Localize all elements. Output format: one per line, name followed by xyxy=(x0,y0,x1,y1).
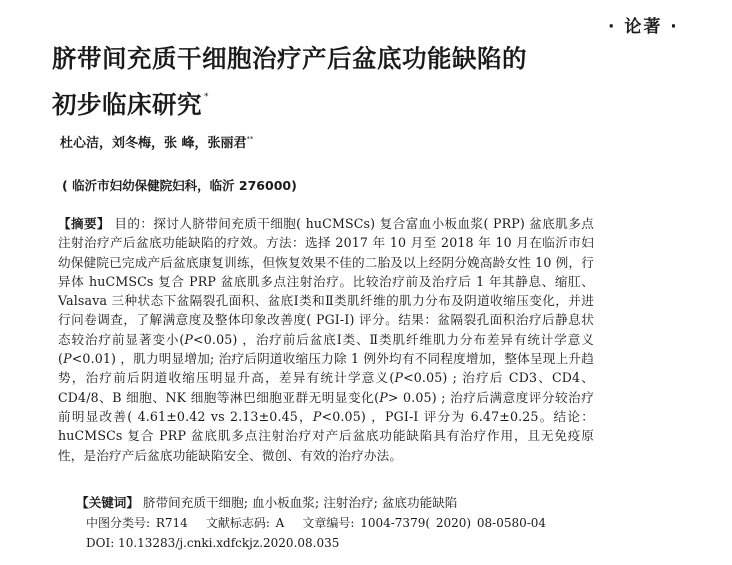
title-footnote-mark: * xyxy=(204,92,209,102)
document-code: 文献标志码: A xyxy=(205,516,285,530)
article-title xyxy=(52,40,652,124)
classification-info xyxy=(86,514,546,531)
title-line-2: 初步临床研究 xyxy=(52,90,202,119)
abstract-text-2: <0.05) ，治疗前后盆底Ⅰ类、Ⅱ类肌纤维肌力分布差异有统计学意义( xyxy=(58,331,594,367)
abstract-text-4: <0.05) ; 治疗后 CD3、CD4、CD4/8、B 细胞、NK 细胞等淋巴细胞亚群无明显变化( xyxy=(58,370,594,405)
abstract-heading: 【摘要】 xyxy=(58,216,110,231)
keywords xyxy=(76,492,457,511)
author-list xyxy=(60,132,254,151)
affiliation: ( 临沂市妇幼保健院妇科，临沂 276000) xyxy=(62,178,297,193)
keywords-heading: 【关键词】 xyxy=(76,495,139,510)
p-value-symbol: P xyxy=(379,389,388,405)
p-value-symbol: P xyxy=(63,351,72,367)
abstract xyxy=(58,214,594,465)
author-names: 杜心洁，刘冬梅，张 峰，张丽君 xyxy=(60,136,247,151)
article-number: 文章编号: 1004-7379( 2020) 08-0580-04 xyxy=(302,516,547,530)
abstract-text-1: 目的：探讨人脐带间充质干细胞( huCMSCs) 复合富血小板血浆( PRP) 盆底肌多点注射治疗产后盆底功能缺陷的疗效。方法：选择 2017 年 10 月至 2018 年 10 月在临沂市妇幼保健院已完成产后盆底康复训练，但恢复效果不佳的二胎及以上经阴分娩高龄女性 10 例，行异体 huCMSCs 复合 PRP 盆底肌多点注射治疗。比较治疗前及治疗后 1 年其静息、缩肛、Valsava 三种状态下盆隔裂孔面积、盆底Ⅰ类和Ⅱ类肌纤维的肌力分布及阴道收缩压变化，并进行问卷调查，了解满意度及整体印象改善度( PGI-I) 评分。结果：盆隔裂孔面积治疗后静息状态较治疗前显著变小( xyxy=(58,216,595,347)
p-value-symbol: P xyxy=(312,408,322,424)
abstract-text-6: <0.05) ，PGI-I 评分为 6.47±0.25。结论：huCMSCs 复合 PRP 盆底肌多点注射治疗对产后盆底功能缺陷具有治疗作用，且无免疫原性，是治疗产后盆底功能缺陷安全、微创、有效的治疗办法。 xyxy=(58,408,594,463)
author-footnote-mark: ** xyxy=(246,135,254,143)
p-value-symbol: P xyxy=(184,331,194,347)
p-value-symbol: P xyxy=(394,370,404,386)
clc-number: 中图分类号: R714 xyxy=(86,516,188,530)
abstract-text-5: > 0.05) ; 治疗后满意度评分较治疗前明显改善( 4.61±0.42 vs 2.13±0.45， xyxy=(58,389,594,424)
abstract-text-3: <0.01) ，肌力明显增加; 治疗后阴道收缩压力除 1 例外均有不同程度增加，整体呈现上升趋势，治疗前后阴道收缩压明显升高，差异有统计学意义( xyxy=(58,351,594,386)
keywords-text: 脐带间充质干细胞; 血小板血浆; 注射治疗; 盆底功能缺陷 xyxy=(142,495,458,510)
doi: DOI: 10.13283/j.cnki.xdfckjz.2020.08.035 xyxy=(86,536,340,550)
section-tag: · 论著 · xyxy=(608,17,679,37)
title-line-1: 脐带间充质干细胞治疗产后盆底功能缺陷的 xyxy=(52,44,527,73)
